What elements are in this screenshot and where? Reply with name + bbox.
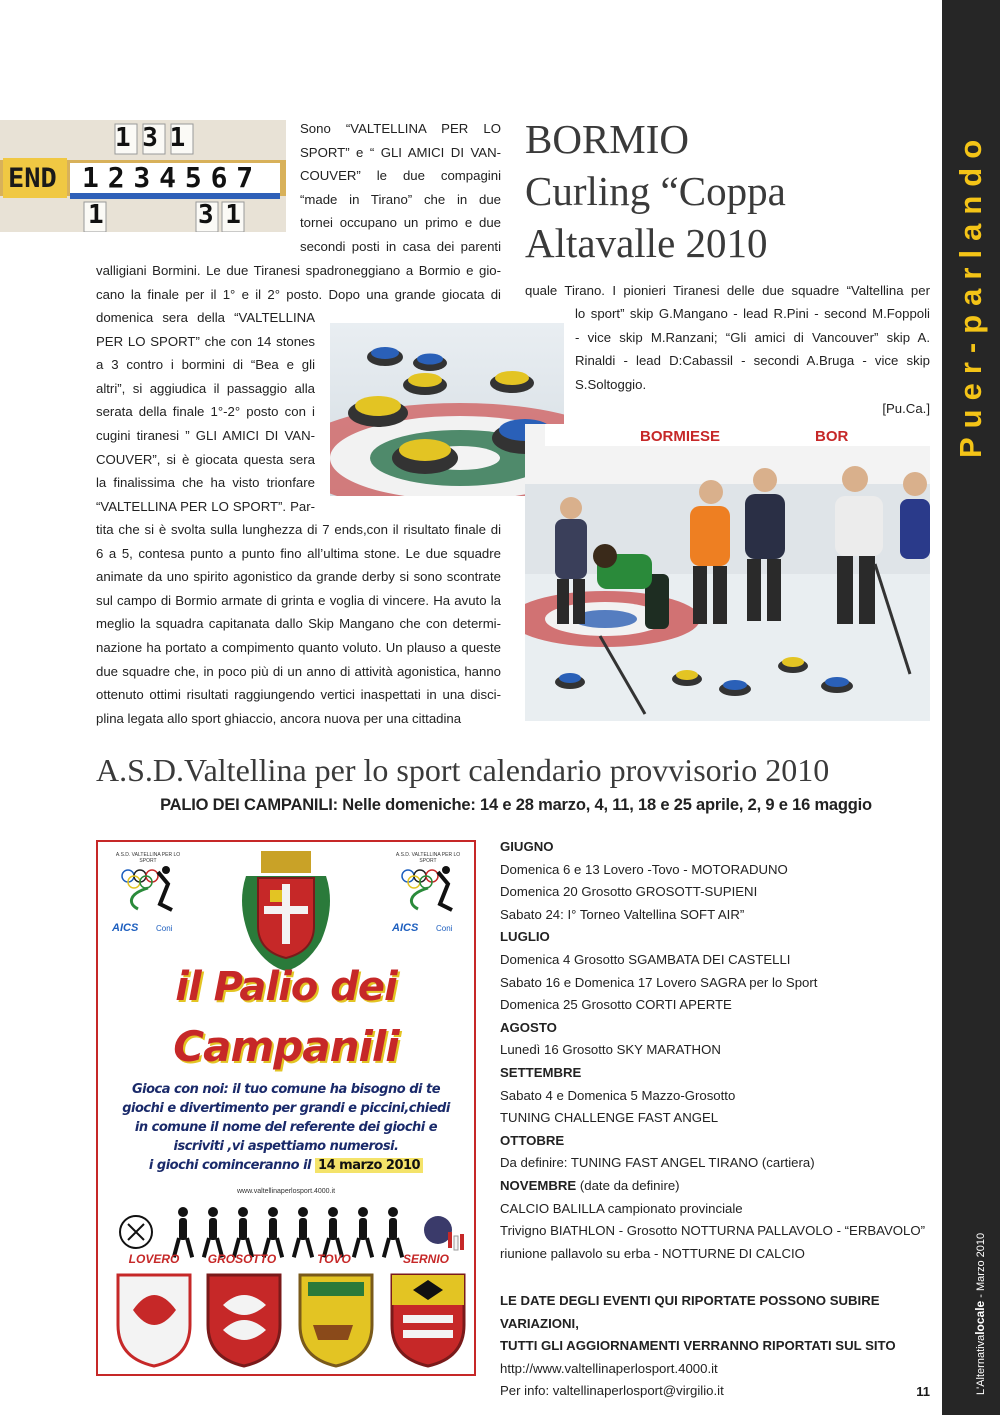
coat-of-arms-icon bbox=[226, 846, 346, 976]
text-line: serata della finale 1°-2° posto con i bbox=[96, 404, 315, 420]
text-line: valligiani Bormini. Le due Tiranesi spadroneggiano a Bormio e gio- bbox=[96, 263, 501, 278]
text-line: secondi posti in casa dei parenti bbox=[300, 238, 501, 254]
players-photo bbox=[525, 424, 930, 721]
text-line: a 3 contro i bormini di “Bea e gli bbox=[96, 357, 315, 373]
month-heading: OTTOBRE bbox=[500, 1132, 565, 1148]
palio-poster bbox=[96, 840, 476, 1376]
month-heading-row bbox=[500, 1175, 930, 1198]
scoreboard-numbers: 1 2 3 4 5 6 7 bbox=[82, 161, 250, 194]
text-line: cano la finale per il 1° e il 2° posto. Dopo una grande giocata di bbox=[96, 286, 501, 302]
event-item: CALCIO BALILLA campionato provinciale bbox=[500, 1200, 743, 1216]
svg-text:BOR: BOR bbox=[815, 428, 849, 445]
event-item: Domenica 20 Grosotto GROSOTT-SUPIENI bbox=[500, 884, 758, 900]
palio-dates: PALIO DEI CAMPANILI: Nelle domeniche: 14 e 28 marzo, 4, 11, 18 e 25 aprile, 2, 9 e 16 maggio bbox=[160, 796, 872, 814]
notice-line: TUTTI GLI AGGIORNAMENTI VERRANNO RIPORTATI SUL SITO bbox=[500, 1338, 896, 1354]
article-title-line: BORMIO bbox=[525, 116, 690, 162]
poster-title-line1: il Palio dei bbox=[175, 964, 397, 1010]
calendar-list bbox=[500, 836, 930, 1265]
article-text-bottom bbox=[96, 518, 501, 730]
text-line: lo sport” skip G.Mangano - lead R.Pini - second M.Foppoli bbox=[575, 306, 930, 321]
month-heading: SETTEMBRE bbox=[500, 1064, 582, 1080]
page-number: 11 bbox=[916, 1384, 930, 1399]
notice-line: LE DATE DEGLI EVENTI QUI RIPORTATE POSSONO SUBIRE VARIAZIONI, bbox=[500, 1293, 880, 1331]
event-item: Sabato 16 e Domenica 17 Lovero SAGRA per lo Sport bbox=[500, 974, 818, 990]
calendar-notice bbox=[500, 1290, 930, 1403]
text-line: tornei occupano un primo e due bbox=[300, 215, 501, 231]
event-item: Sabato 24: I° Torneo Valtellina SOFT AIR” bbox=[500, 906, 745, 922]
event-item: Domenica 25 Grosotto CORTI APERTE bbox=[500, 997, 732, 1013]
calendar-title: A.S.D.Valtellina per lo sport calendario provvisorio 2010 bbox=[96, 752, 830, 788]
article-title-line: Altavalle 2010 bbox=[525, 220, 768, 266]
article-text-col2 bbox=[575, 302, 930, 396]
article-title bbox=[525, 113, 935, 269]
text-line: COUVER”, si è giocata questa sera bbox=[96, 451, 315, 467]
scoreboard-photo bbox=[0, 120, 286, 232]
logo-text: A.S.D. VALTELLINA PER LO SPORT bbox=[115, 852, 181, 864]
text-line: tita che si è svolta sulla lunghezza di 7 ends,con il risultato finale di bbox=[96, 522, 501, 537]
aics-logo: AICS bbox=[392, 922, 419, 934]
text-line: cugini tiranesi ” GLI AMICI DI VAN- bbox=[96, 427, 315, 443]
month-heading: GIUGNO bbox=[500, 839, 554, 854]
month-heading: NOVEMBRE bbox=[500, 1177, 577, 1193]
section-title: Puer-parlando bbox=[953, 130, 988, 458]
text-line: meglio la squadra capitanata dallo Skip Mangano che con determi- bbox=[96, 616, 501, 632]
event-item: Domenica 4 Grosotto SGAMBATA DEI CASTELLI bbox=[500, 951, 791, 967]
website-link[interactable]: http://www.valtellinaperlosport.4000.it bbox=[500, 1360, 718, 1376]
town-label-sernio: SERNIO bbox=[402, 1252, 449, 1266]
text-line: la finalissima che ha visto trionfare bbox=[96, 475, 315, 491]
poster-body-line: Gioca con noi: il tuo comune ha bisogno di te bbox=[131, 1082, 441, 1097]
text-line: Rinaldi - lead D:Cabassil - secondi A.Bruga - vice skip bbox=[575, 353, 930, 369]
text-line: Sono “VALTELLINA PER LO bbox=[300, 121, 501, 136]
text-line: domenica sera della “VALTELLINA bbox=[96, 310, 315, 325]
text-line: 6 a 5, contesa punto a punto fino all’ultima stone. Le due squadre bbox=[96, 545, 501, 561]
event-item: Da definire: TUNING FAST ANGEL TIRANO (cartiera) bbox=[500, 1155, 815, 1171]
poster-logo-left bbox=[108, 852, 188, 947]
banner-text: BORMIESE bbox=[640, 428, 721, 445]
text-line: ottenuto ottimi risultati raggiungendo vertici inaspettati in una disci- bbox=[96, 687, 501, 703]
poster-body-line: in comune il nome del referente dei giochi e bbox=[134, 1120, 438, 1135]
event-item: Sabato 4 e Domenica 5 Mazzo-Grosotto bbox=[500, 1087, 736, 1103]
event-item: Lunedì 16 Grosotto SKY MARATHON bbox=[500, 1042, 721, 1058]
scoreboard-top-scores: 1 3 1 bbox=[115, 123, 184, 153]
town-shields-icon bbox=[98, 1270, 474, 1370]
poster-body bbox=[108, 1080, 464, 1175]
poster-body-line: i giochi cominceranno il 14 marzo 2010 bbox=[108, 1156, 464, 1175]
aics-logo: AICS bbox=[112, 922, 139, 934]
event-item: riunione pallavolo su erba - NOTTURNE DI CALCIO bbox=[500, 1245, 805, 1261]
text-line: animate da uno spirito agonistico da grande derby si sono scontrate bbox=[96, 569, 501, 585]
scoreboard-end-label: END bbox=[8, 163, 57, 194]
text-line: SPORT” e “ GLI AMICI DI VAN- bbox=[300, 144, 501, 160]
poster-body-line: giochi e divertimento per grandi e piccini,chiedi bbox=[122, 1101, 450, 1116]
month-note: (date da definire) bbox=[576, 1177, 680, 1193]
poster-logo-right bbox=[388, 852, 468, 947]
coni-logo: Coni bbox=[436, 924, 453, 933]
town-label-tovo: TOVO bbox=[317, 1252, 351, 1266]
article-text-top bbox=[300, 117, 501, 259]
text-line: sul campo di Bormio armate di grinta e voglia di vincere. Ha avuto la bbox=[96, 592, 501, 608]
article-text-mid bbox=[96, 259, 501, 306]
text-line: due squadre che, in poco più di un anno di attività agonistica, hanno bbox=[96, 663, 501, 679]
poster-start-date: 14 marzo 2010 bbox=[315, 1158, 423, 1173]
poster-url: www.valtellinaperlosport.4000.it bbox=[236, 1188, 336, 1195]
article-text-col2-first: quale Tirano. I pionieri Tiranesi delle due squadre “Valtellina per bbox=[525, 283, 930, 298]
town-label-lovero: LOVERO bbox=[128, 1252, 180, 1266]
text-line: altri”, si aggiudica il passaggio alla bbox=[96, 380, 315, 396]
logo-text: A.S.D. VALTELLINA PER LO SPORT bbox=[395, 852, 461, 864]
article-signature: [Pu.Ca.] bbox=[882, 401, 930, 416]
scoreboard-bottom-right: 3 1 bbox=[198, 200, 239, 230]
month-heading: LUGLIO bbox=[500, 929, 550, 945]
text-line: plina legata allo sport ghiaccio, ancora nuova per una cittadina bbox=[96, 710, 462, 726]
article-text-wrap bbox=[96, 306, 315, 518]
info-email[interactable]: Per info: valtellinaperlosport@virgilio.it bbox=[500, 1383, 724, 1399]
coni-logo: Coni bbox=[156, 924, 173, 933]
text-line: COUVER” le due compagini bbox=[300, 168, 501, 184]
magazine-credit: L'Alternativalocale - Marzo 2010 bbox=[973, 1232, 987, 1395]
poster-body-line: iscriviti ,vi aspettiamo numerosi. bbox=[173, 1139, 399, 1154]
text-line: nazione ha portato a compimento quanto voluto. Un plauso a queste bbox=[96, 639, 501, 655]
text-line: PER LO SPORT” che con 14 stones bbox=[96, 333, 315, 349]
event-item: TUNING CHALLENGE FAST ANGEL bbox=[500, 1110, 719, 1126]
text-line: S.Soltoggio. bbox=[575, 376, 647, 392]
text-line: “VALTELLINA PER LO SPORT”. Par- bbox=[96, 498, 315, 514]
scoreboard-bottom-left: 1 bbox=[88, 200, 104, 230]
article-title-line: Curling “Coppa bbox=[525, 168, 786, 214]
text-line: “made in Tirano” che in due bbox=[300, 191, 501, 207]
event-item: Domenica 6 e 13 Lovero -Tovo - MOTORADUNO bbox=[500, 861, 788, 877]
poster-title-line2: Campanili bbox=[173, 1022, 399, 1071]
month-heading: AGOSTO bbox=[500, 1019, 557, 1035]
town-label-grosotto: GROSOTTO bbox=[207, 1252, 277, 1266]
text-line: - vice skip M.Ranzani; “Gli amici di Vancouver” skip A. bbox=[575, 329, 930, 345]
event-item: Trivigno BIATHLON - Grosotto NOTTURNA PALLAVOLO - “ERBAVOLO” bbox=[500, 1223, 926, 1239]
